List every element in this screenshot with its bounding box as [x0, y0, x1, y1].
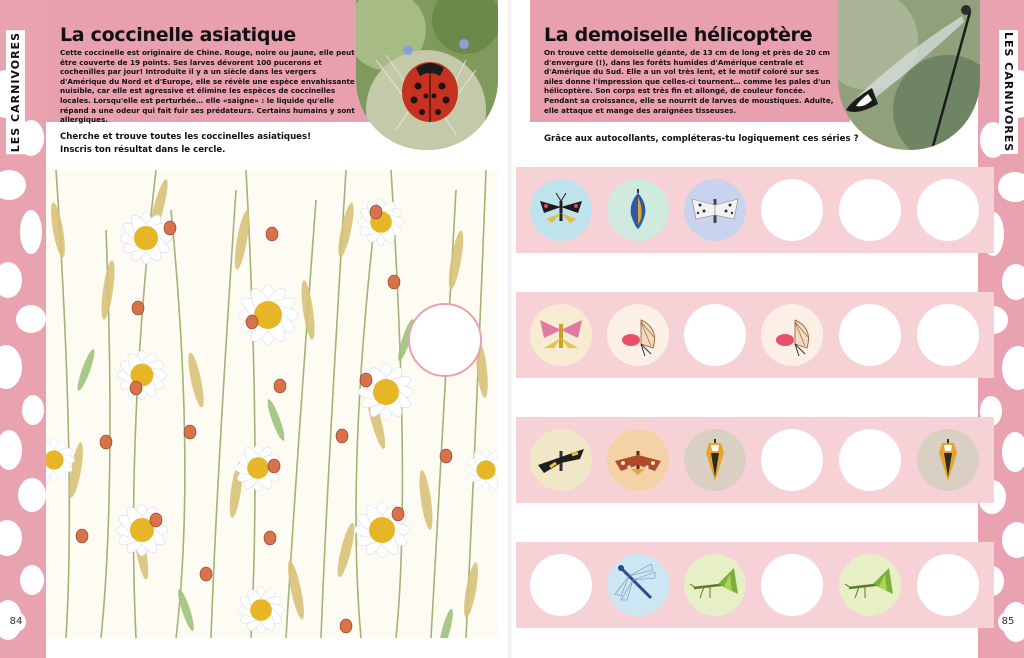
- series-row-3: [516, 417, 994, 503]
- meadow-illustration: [46, 170, 498, 638]
- sticker-mantis-green-icon: [684, 554, 746, 616]
- sticker-slot-empty[interactable]: [839, 429, 901, 491]
- sticker-dragonfly-icon: [607, 554, 669, 616]
- sticker-slot-empty[interactable]: [684, 304, 746, 366]
- sticker-slot-empty[interactable]: [761, 554, 823, 616]
- damselfly-photo: [838, 0, 980, 150]
- sticker-moth-white-icon: [684, 179, 746, 241]
- instruction-line-1: Cherche et trouve toutes les coccinelles asiatiques!: [60, 132, 312, 142]
- series-row-2: [516, 292, 994, 378]
- page-title-ladybug: La coccinelle asiatique: [60, 24, 297, 46]
- right-page: [512, 0, 1024, 658]
- sticker-butterfly-orange-icon: [607, 304, 669, 366]
- left-header: [46, 0, 376, 125]
- series-row-4: [516, 542, 994, 628]
- sticker-moth-yellow-icon: [530, 429, 592, 491]
- ladybug-instruction: [60, 131, 311, 156]
- sticker-beetle-icon: [917, 429, 979, 491]
- side-label-right: LES CARNIVORES: [999, 30, 1018, 154]
- sticker-butterfly-orange-icon: [761, 304, 823, 366]
- side-label-left: LES CARNIVORES: [6, 30, 25, 154]
- seek-and-find-meadow[interactable]: [46, 170, 498, 638]
- instruction-line-2: Inscris ton résultat dans le cercle.: [60, 144, 226, 155]
- damselfly-description: On trouve cette demoiselle géante, de 13 cm de long et près de 20 cm d'envergure (!), dans les forêts humides d'Amérique centrale et d'Amérique du Sud. Elle a un vol très lent, et le motif coloré sur ses ailes donne l'impression que celles-ci tournent… comme les pales d'un hélicoptère. Son corps est très fin et allongé, de couleur foncée. Pendant sa croissance, elle se nourrit de larves de moustiques. Adulte, elle attaque et mange des araignées tisseuses.: [544, 48, 834, 115]
- sticker-slot-empty[interactable]: [917, 179, 979, 241]
- sticker-mantis-green-icon: [839, 554, 901, 616]
- sticker-beetle-icon: [684, 429, 746, 491]
- sticker-slot-empty[interactable]: [917, 554, 979, 616]
- page-title-damselfly: La demoiselle hélicoptère: [544, 24, 813, 46]
- sticker-moth-brown-icon: [607, 429, 669, 491]
- sticker-slot-empty[interactable]: [839, 304, 901, 366]
- answer-circle[interactable]: [408, 303, 482, 377]
- ladybug-photo: [356, 0, 498, 150]
- sticker-moth-black-icon: [530, 179, 592, 241]
- sticker-moth-pink-icon: [530, 304, 592, 366]
- page-number-right: 85: [998, 612, 1018, 632]
- sticker-slot-empty[interactable]: [761, 179, 823, 241]
- sticker-chrysalis-blue-icon: [607, 179, 669, 241]
- page-number-left: 84: [6, 612, 26, 632]
- sticker-slot-empty[interactable]: [917, 304, 979, 366]
- sticker-slot-empty[interactable]: [839, 179, 901, 241]
- right-header: [530, 0, 850, 122]
- series-row-1: [516, 167, 994, 253]
- sticker-slot-empty[interactable]: [761, 429, 823, 491]
- damselfly-instruction: Grâce aux autocollants, compléteras-tu logiquement ces séries ?: [544, 134, 859, 144]
- sticker-slot-empty[interactable]: [530, 554, 592, 616]
- ladybug-description: Cette coccinelle est originaire de Chine. Rouge, noire ou jaune, elle peut être couverte de 19 points. Ses larves dévorent 100 pucerons et cochenilles par jour! Introduite il y a un siècle dans les vergers d'Amérique du Nord et d'Europe, elle se révèle une espèce envahissante nuisible, car elle est agressive et élimine les espèces de coccinelles locales. Lorsqu'elle est perturbée… elle «saigne» : le liquide qu'elle répand a une odeur qui fait fuir ses prédateurs. Certains humains y sont allergiques.: [60, 48, 355, 125]
